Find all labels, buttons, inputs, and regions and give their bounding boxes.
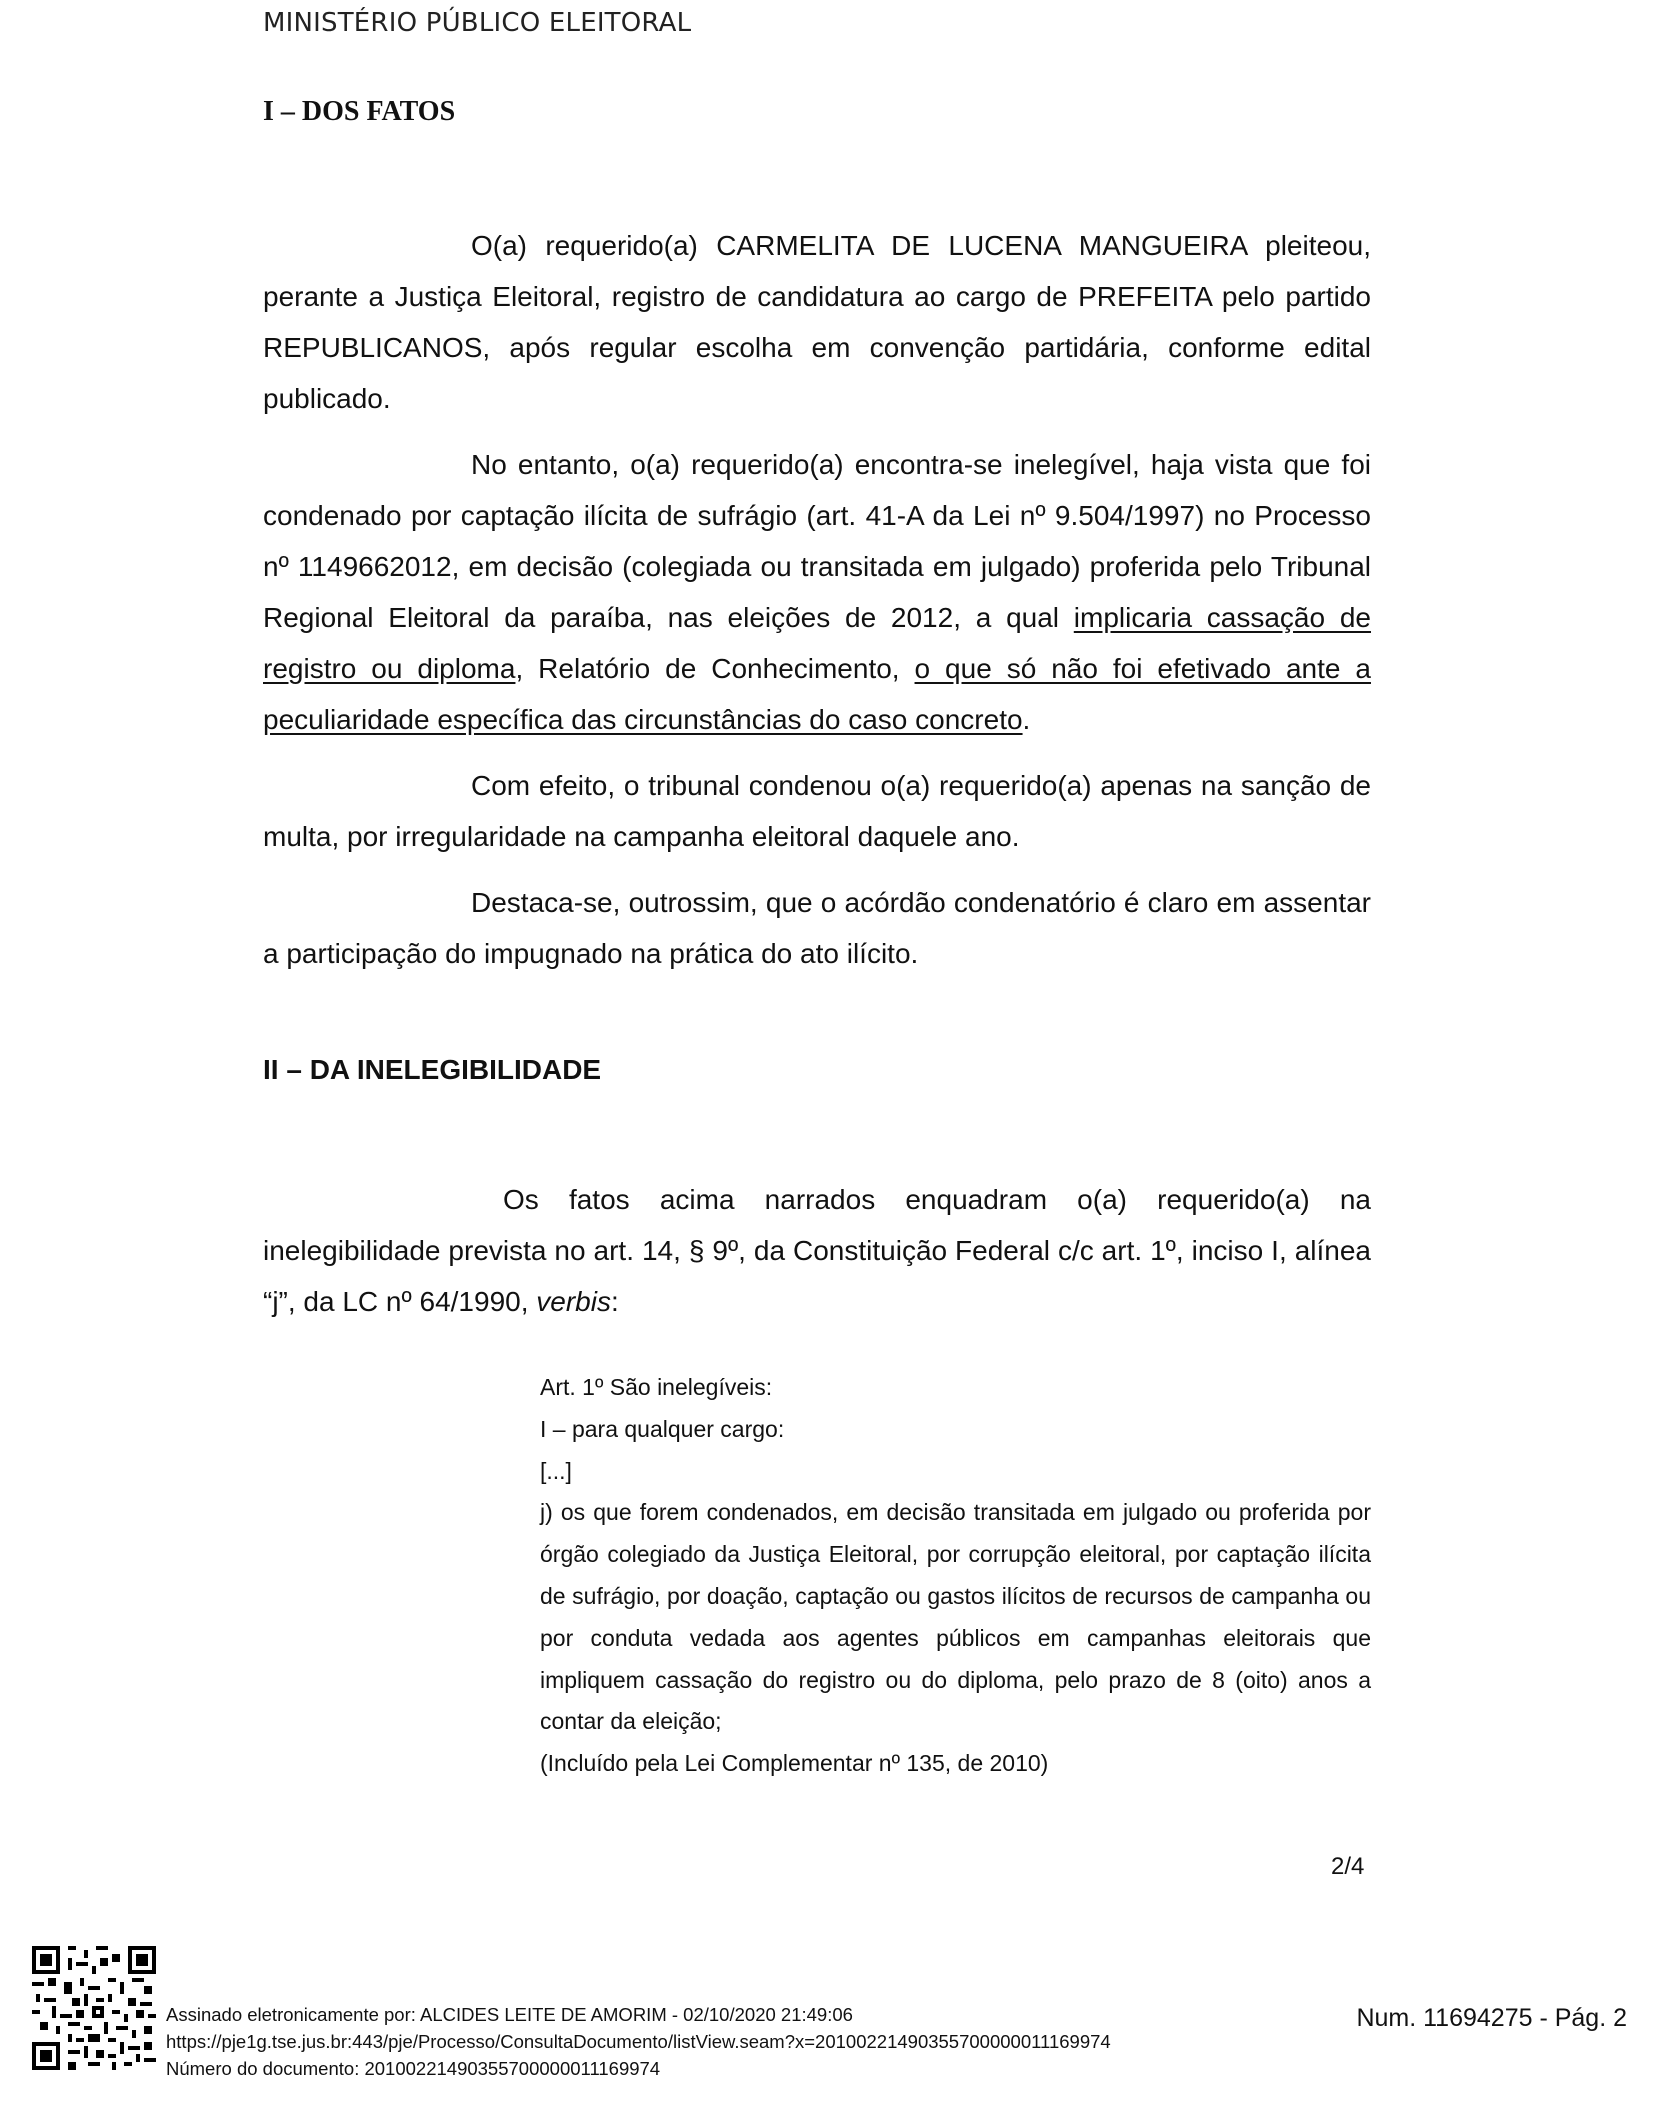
section-title-dos-fatos: I – DOS FATOS (263, 96, 456, 127)
facts-paragraph-4: Destaca-se, outrossim, que o acórdão condenatório é claro em assentar a participação do impugnado na prática do ato ilícito. (263, 887, 1371, 969)
page-number: 2/4 (1331, 1853, 1365, 1880)
signature-block (166, 2001, 1111, 2082)
facts-paragraph-2-text-c: . (1022, 704, 1031, 735)
quote-note: (Incluído pela Lei Complementar nº 135, de 2010) (540, 1750, 1049, 1777)
section-facts-body (263, 220, 1371, 994)
ineligibility-paragraph-1 (263, 1174, 1371, 1327)
facts-paragraph-2 (263, 439, 1371, 745)
quote-paragraph-j: j) os que forem condenados, em decisão transitada em julgado ou proferida por órgão colegiado da Justiça Eleitoral, por corrupção eleitoral, por captação ilícita de sufrágio, por doação, captação ou gastos ilícitos de recursos de campanha ou por conduta vedada aos agentes públicos em campanhas eleitorais que impliquem cassação do registro ou do diploma, pelo prazo de 8 (oito) anos a contar da eleição; (540, 1499, 1371, 1735)
quote-line-item: I – para qualquer cargo: (540, 1415, 785, 1442)
facts-paragraph-1: O(a) requerido(a) CARMELITA DE LUCENA MANGUEIRA pleiteou, perante a Justiça Eleitoral, registro de candidatura ao cargo de PREFEITA pelo partido REPUBLICANOS, após regular escolha em convenção partidária, conforme edital publicado. (263, 230, 1371, 414)
ineligibility-paragraph-1-text-a: Os fatos acima narrados enquadram o(a) requerido(a) na inelegibilidade prevista no art. 14, § 9º, da Constituição Federal c/c art. 1º, inciso I, alínea “j”, da LC nº 64/1990, (263, 1184, 1371, 1317)
document-num-page: Num. 11694275 - Pág. 2 (1356, 2004, 1627, 2032)
page-header-institution: MINISTÉRIO PÚBLICO ELEITORAL (263, 8, 692, 38)
document-url: https://pje1g.tse.jus.br:443/pje/Processo/ConsultaDocumento/listView.seam?x=20100221490355700000011169974 (166, 2031, 1111, 2052)
ineligibility-paragraph-1-verbis: verbis (536, 1286, 611, 1317)
facts-paragraph-2-underline-2: o que só não foi efetivado ante a peculiaridade específica das circunstâncias do caso concreto (263, 653, 1371, 735)
signature-line: Assinado eletronicamente por: ALCIDES LEITE DE AMORIM - 02/10/2020 21:49:06 (166, 2004, 853, 2025)
facts-paragraph-2-text-a: No entanto, o(a) requerido(a) encontra-se inelegível, haja vista que foi condenado por captação ilícita de sufrágio (art. 41-A da Lei nº 9.504/1997) no Processo nº 1149662012, em decisão (colegiada ou transitada em julgado) proferida pelo Tribunal Regional Eleitoral da paraíba, nas eleições de 2012, a qual (263, 449, 1371, 633)
legal-quote-block (540, 1367, 1371, 1785)
section-title-inelegibilidade: II – DA INELEGIBILIDADE (263, 1054, 602, 1085)
ineligibility-paragraph-1-text-b: : (610, 1286, 619, 1317)
quote-line-article: Art. 1º São inelegíveis: (540, 1374, 773, 1400)
facts-paragraph-3: Com efeito, o tribunal condenou o(a) requerido(a) apenas na sanção de multa, por irregularidade na campanha eleitoral daquele ano. (263, 770, 1371, 852)
facts-paragraph-2-underline-1: implicaria cassação de registro ou diploma (263, 602, 1371, 684)
document-number-line: Número do documento: 20100221490355700000011169974 (166, 2058, 661, 2079)
qr-code-icon (32, 1946, 156, 2070)
facts-paragraph-2-text-b: , Relatório de Conhecimento, (515, 653, 915, 684)
section-ineligibility-body (263, 1174, 1371, 1342)
quote-line-ellipsis: [...] (540, 1457, 572, 1484)
